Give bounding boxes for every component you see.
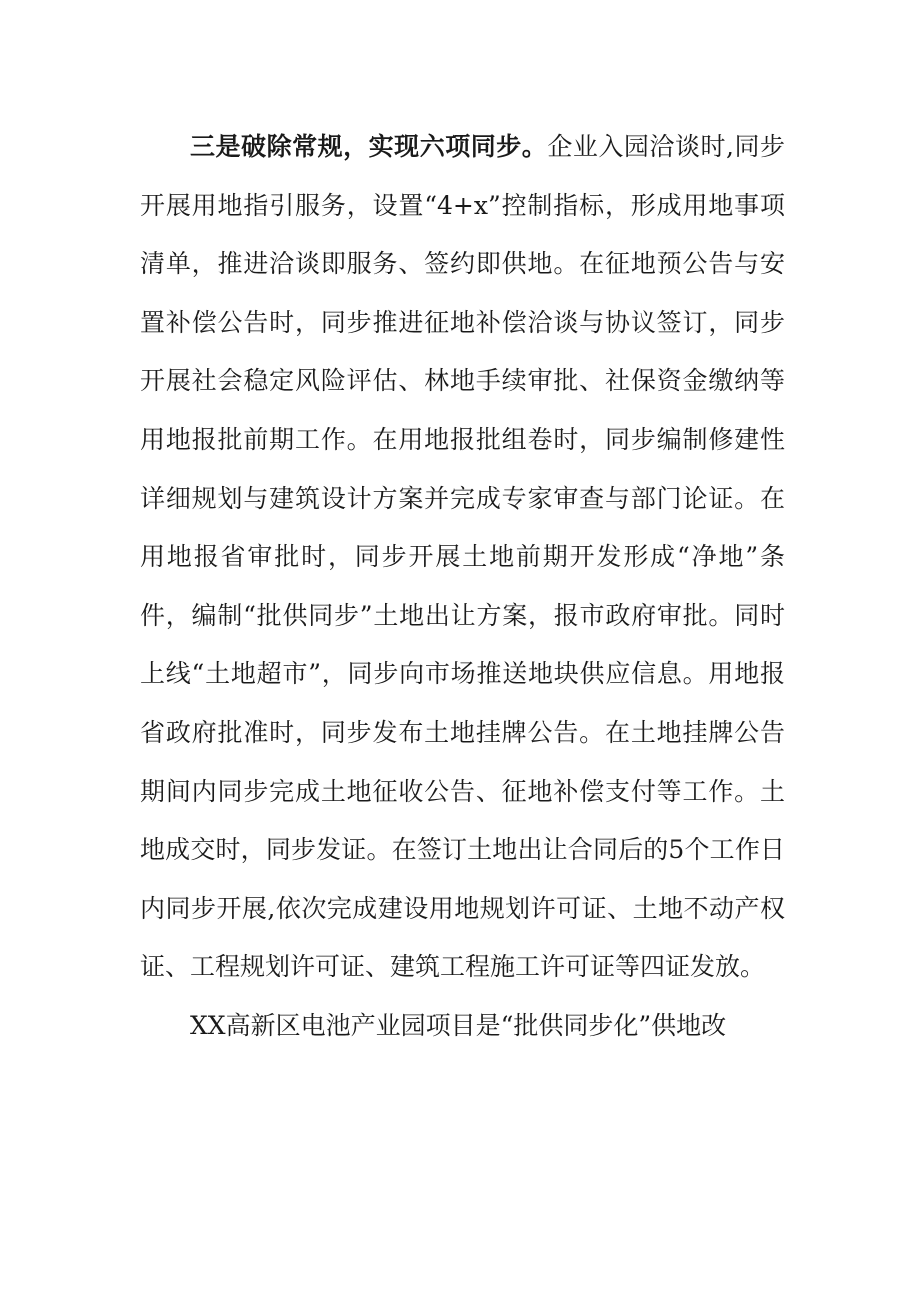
document-body <box>140 118 785 1056</box>
paragraph-six-syncs <box>140 118 785 997</box>
paragraph-text: XX高新区电池产业园项目是“批供同步化”供地改 <box>190 1010 727 1040</box>
paragraph-text: 企业入园洽谈时,同步开展用地指引服务，设置“4+x”控制指标，形成用地事项清单，推进洽谈即服务、签约即供地。在征地预公告与安置补偿公告时，同步推进征地补偿洽谈与协议签订，同步开展社会稳定风险评估、林地手续审批、社保资金缴纳等用地报批前期工作。在用地报批组卷时，同步编制修建性详细规划与建筑设计方案并完成专家审查与部门论证。在用地报省审批时，同步开展土地前期开发形成“净地”条件，编制“批供同步”土地出让方案，报市政府审批。同时上线“土地超市”，同步向市场推送地块供应信息。用地报省政府批准时，同步发布土地挂牌公告。在土地挂牌公告期间内同步完成土地征收公告、征地补偿支付等工作。土地成交时，同步发证。在签订土地出让合同后的5个工作日内同步开展,依次完成建设用地规划许可证、土地不动产权证、工程规划许可证、建筑工程施工许可证等四证发放。 <box>140 132 785 982</box>
paragraph-lead-heading: 三是破除常规，实现六项同步。 <box>190 132 548 161</box>
paragraph-battery-park <box>140 997 785 1056</box>
